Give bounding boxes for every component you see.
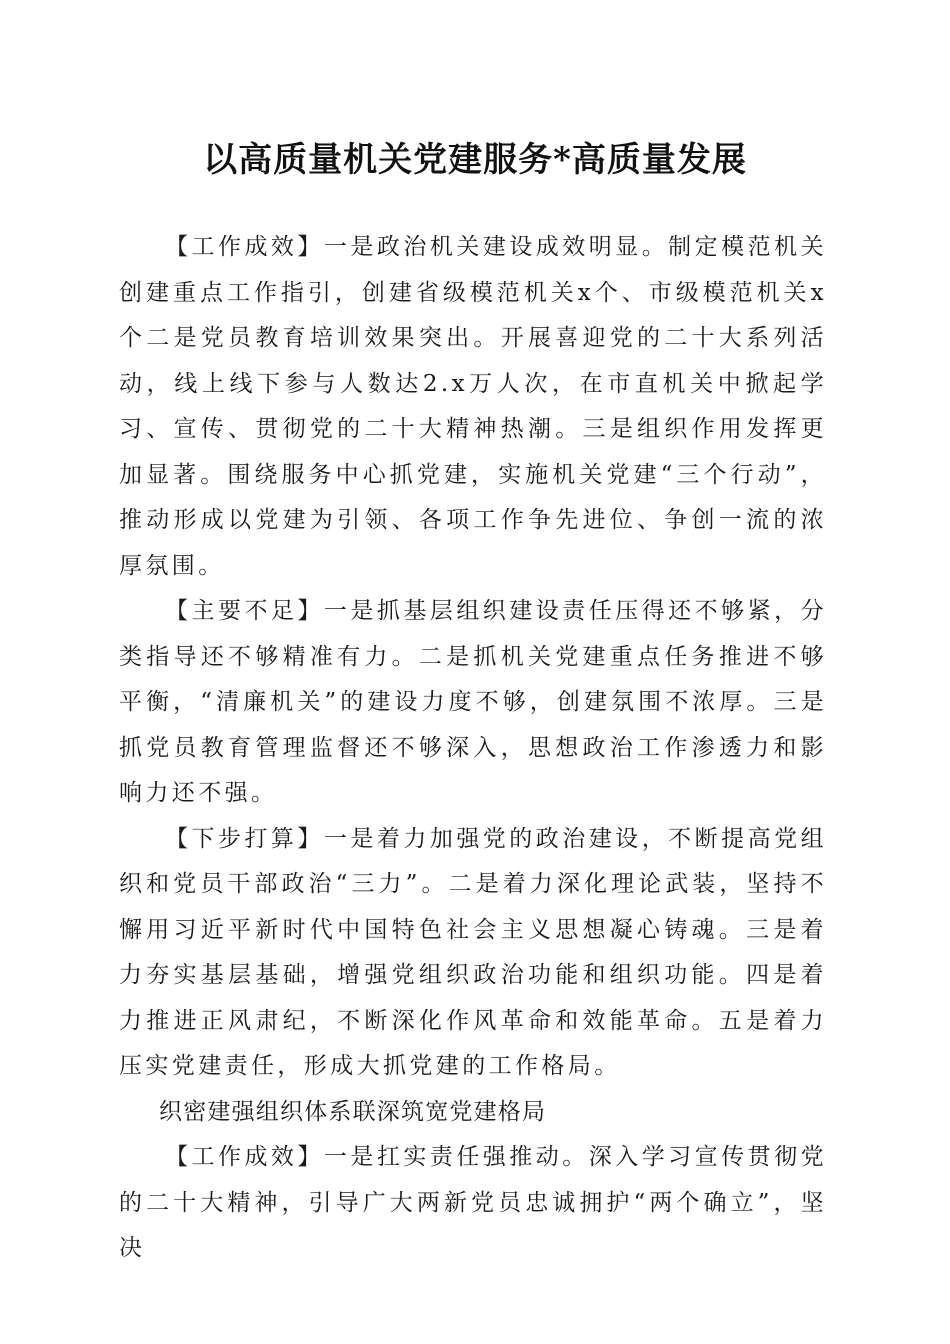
document-body xyxy=(119,225,827,1272)
document-title: 以高质量机关党建服务*高质量发展 xyxy=(203,140,747,180)
paragraph-next-steps: 【下步打算】一是着力加强党的政治建设，不断提高党组织和党员干部政治“三力”。二是着力深化理论武装，坚持不懈用习近平新时代中国特色社会主义思想凝心铸魂。三是着力夯实基层基础，增强党组织政治功能和组织功能。四是着力推进正风肃纪，不断深化作风革命和效能革命。五是着力压实党建责任，形成大抓党建的工作格局。 xyxy=(119,825,827,1079)
paragraph-achievements: 【工作成效】一是政治机关建设成效明显。制定模范机关创建重点工作指引，创建省级模范机关x个、市级模范机关x个二是党员教育培训效果突出。开展喜迎党的二十大系列活动，线上线下参与人数达2.x万人次，在市直机关中掀起学习、宣传、贯彻党的二十大精神热潮。三是组织作用发挥更加显著。围绕服务中心抓党建，实施机关党建“三个行动”，推动形成以党建为引领、各项工作争先进位、争创一流的浓厚氛围。 xyxy=(119,234,827,579)
section-subheading: 织密建强组织体系联深筑宽党建格局 xyxy=(159,1098,547,1125)
paragraph-achievements-2: 【工作成效】一是扛实责任强推动。深入学习宣传贯彻党的二十大精神，引导广大两新党员忠诚拥护“两个确立”，坚决 xyxy=(119,1144,827,1261)
paragraph-shortcomings: 【主要不足】一是抓基层组织建设责任压得还不够紧，分类指导还不够精准有力。二是抓机关党建重点任务推进不够平衡，“清廉机关”的建设力度不够，创建氛围不浓厚。三是抓党员教育管理监督还不够深入，思想政治工作渗透力和影响力还不强。 xyxy=(119,598,827,806)
